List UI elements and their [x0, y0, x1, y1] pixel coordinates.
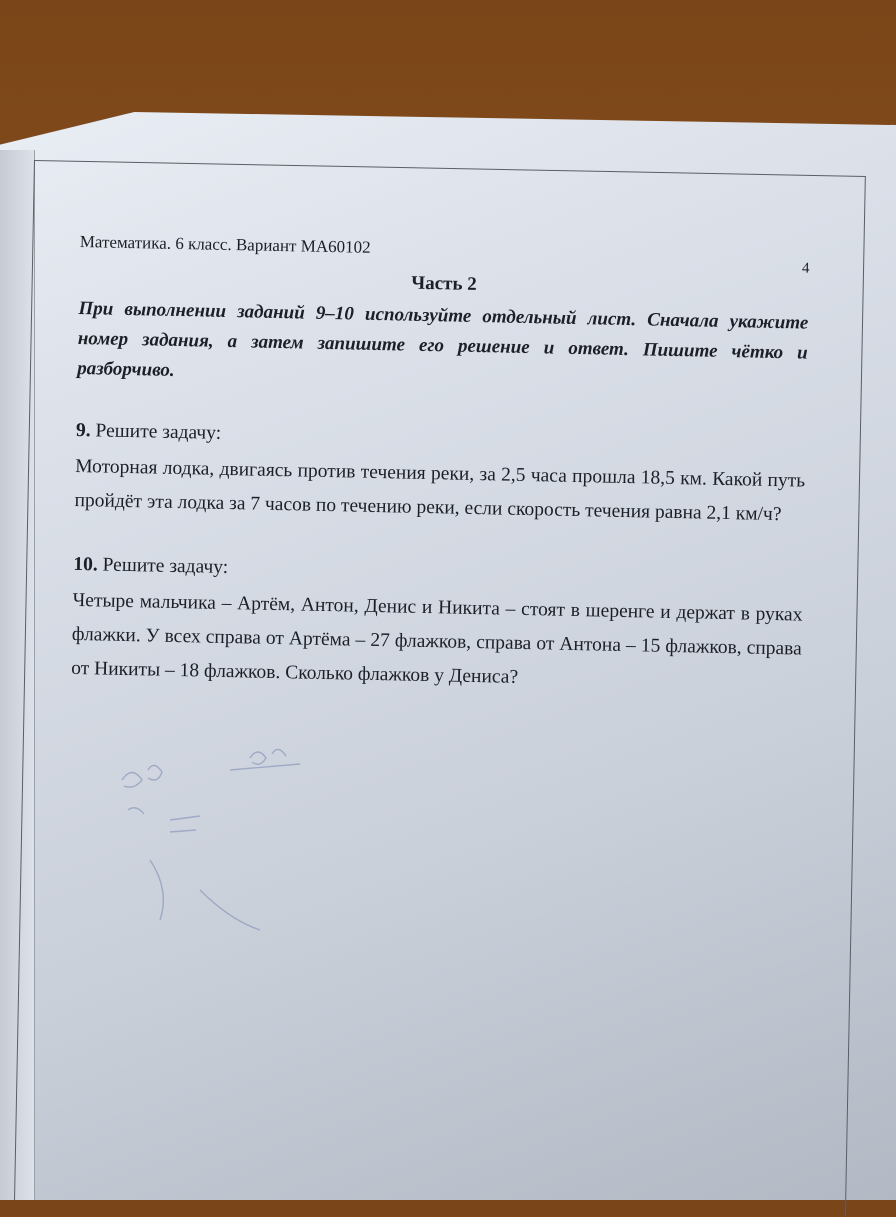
- task-number: 10.: [73, 553, 98, 576]
- task-prompt: Решите задачу:: [95, 420, 222, 444]
- part-title: Часть 2: [411, 272, 477, 295]
- task-9: [74, 414, 806, 533]
- task-10: [71, 548, 804, 701]
- instructions: При выполнении заданий 9–10 используйте отдельный лист. Сначала укажите номер задания, а затем запишите его решение и ответ. Пишите чётко и разборчиво.: [77, 297, 809, 381]
- task-number: 9.: [75, 419, 91, 442]
- pencil-scribble: [110, 740, 330, 940]
- task-text: Четыре мальчика – Артём, Антон, Денис и Никита – стоят в шеренге и держат в руках флажки. У всех справа от Артёма – 27 флажков, справа от Антона – 15 флажков, справа от Никиты – 18 флажков. Сколько флажков у Дениса?: [71, 589, 803, 688]
- subject-line: Математика. 6 класс. Вариант МА60102: [79, 232, 371, 257]
- page-number: 4: [801, 260, 810, 277]
- task-prompt: Решите задачу:: [102, 554, 229, 579]
- task-text: Моторная лодка, двигаясь против течения реки, за 2,5 часа прошла 18,5 км. Какой путь пройдёт эта лодка за 7 часов по течению реки, если скорость течения равна 2,1 км/ч?: [74, 455, 806, 526]
- page-content: [71, 232, 810, 701]
